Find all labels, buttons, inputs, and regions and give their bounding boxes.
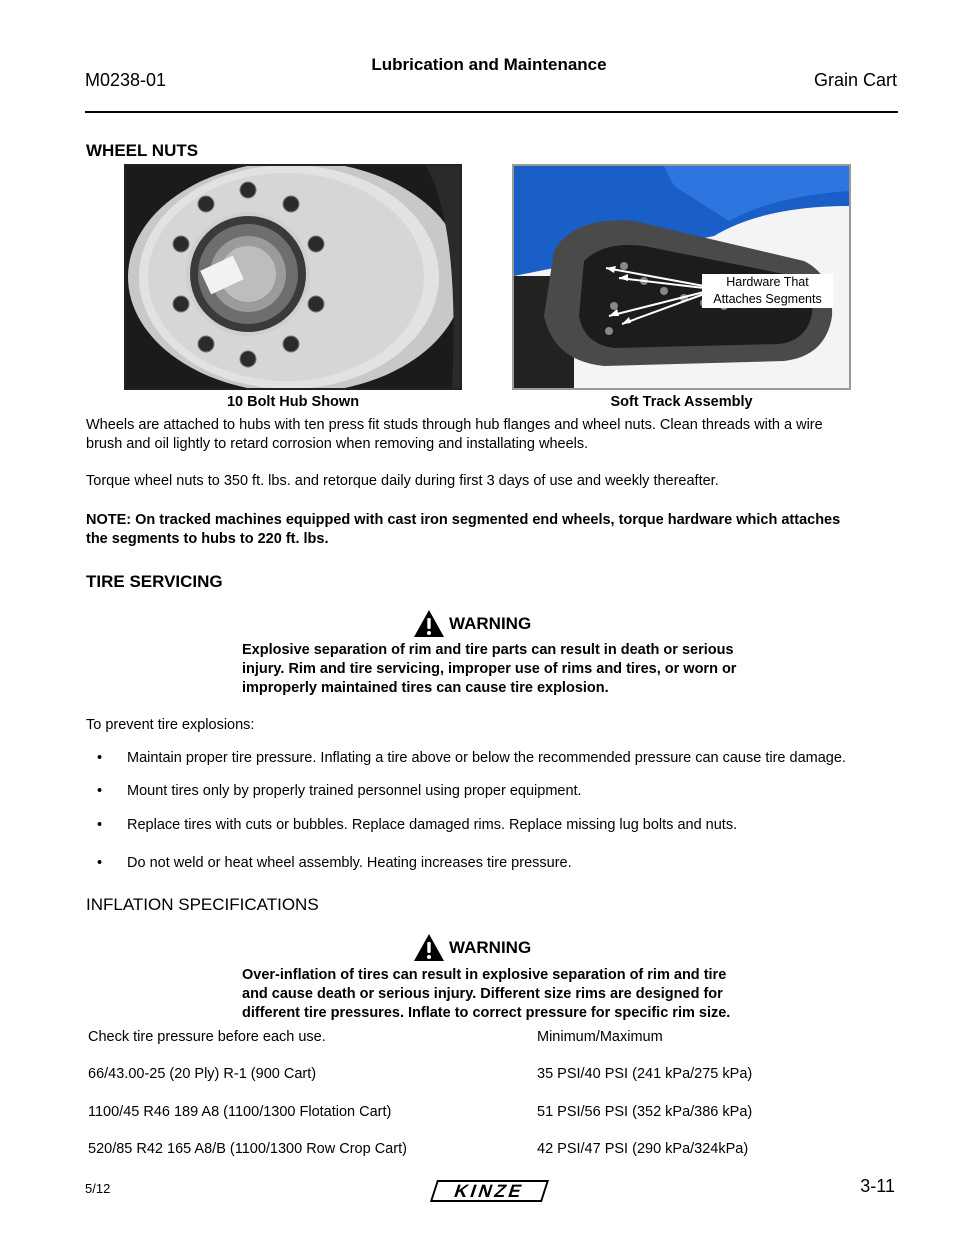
warning-header-2 xyxy=(413,933,531,962)
warning-1-line-3: improperly maintained tires can cause tire explosion. xyxy=(242,680,609,696)
warning-text-2 xyxy=(242,966,730,1023)
bullet-text: Mount tires only by properly trained personnel using proper equipment. xyxy=(127,783,582,799)
kinze-logo xyxy=(430,1177,550,1205)
note-line-2: the segments to hubs to 220 ft. lbs. xyxy=(86,531,329,547)
table-cell-pressure: 42 PSI/47 PSI (290 kPa/324kPa) xyxy=(537,1141,749,1157)
warning-2-line-3: different tire pressures. Inflate to correct pressure for specific rim size. xyxy=(242,1005,731,1021)
bullet-text: Maintain proper tire pressure. Inflating a tire above or below the recommended pressure can cause tire damage. xyxy=(127,750,846,766)
doc-number: M0238-01 xyxy=(85,70,167,90)
table-cell-pressure: 35 PSI/40 PSI (241 kPa/275 kPa) xyxy=(537,1066,753,1082)
hub-photo xyxy=(124,164,462,390)
warning-1-line-2: injury. Rim and tire servicing, improper use of rims and tires, or worn or xyxy=(242,661,737,677)
table-cell-tire: 1100/45 R46 189 A8 (1100/1300 Flotation Cart) xyxy=(88,1104,392,1120)
section-title: Lubrication and Maintenance xyxy=(371,55,607,74)
callout-line-1: Hardware That xyxy=(726,275,809,289)
table-cell-pressure: 51 PSI/56 PSI (352 kPa/386 kPa) xyxy=(537,1104,753,1120)
tire-intro: To prevent tire explosions: xyxy=(86,717,255,733)
bullet-dot: • xyxy=(97,817,103,833)
wheel-nuts-heading: WHEEL NUTS xyxy=(86,141,199,160)
kinze-logo-mark xyxy=(430,1177,550,1205)
warning-header-1 xyxy=(413,609,531,638)
header-rule xyxy=(85,111,898,113)
para1-line-1: Wheels are attached to hubs with ten press fit studs through hub flanges and wheel nuts. Clean threads with a wire xyxy=(86,417,823,433)
hub-illustration xyxy=(126,166,460,388)
warning-text-1 xyxy=(242,641,736,698)
table-cell-tire: Check tire pressure before each use. xyxy=(88,1029,326,1045)
warning-label-2: WARNING xyxy=(449,937,532,957)
table-cell-tire: 66/43.00-25 (20 Ply) R-1 (900 Cart) xyxy=(88,1066,317,1082)
list-item xyxy=(0,783,954,803)
wheel-nuts-note xyxy=(86,511,840,549)
warning-label-1: WARNING xyxy=(449,613,532,633)
table-cell-tire: 520/85 R42 165 A8/B (1100/1300 Row Crop Cart) xyxy=(88,1141,407,1157)
bullet-text: Replace tires with cuts or bubbles. Replace damaged rims. Replace missing lug bolts and nuts. xyxy=(127,817,738,833)
note-line-1: NOTE: On tracked machines equipped with cast iron segmented end wheels, torque hardware which attaches xyxy=(86,512,841,528)
tire-servicing-heading: TIRE SERVICING xyxy=(86,572,223,591)
track-photo xyxy=(512,164,851,390)
wheel-nuts-paragraph-2: Torque wheel nuts to 350 ft. lbs. and retorque daily during first 3 days of use and weekly thereafter. xyxy=(86,473,719,489)
bullet-text: Do not weld or heat wheel assembly. Heating increases tire pressure. xyxy=(127,855,572,871)
callout-line-2: Attaches Segments xyxy=(713,292,822,306)
warning-2-line-1: Over-inflation of tires can result in explosive separation of rim and tire xyxy=(242,967,727,983)
list-item xyxy=(0,817,954,837)
table-cell-pressure: Minimum/Maximum xyxy=(537,1029,663,1045)
wheel-nuts-paragraph-1 xyxy=(86,416,823,454)
page-number: 3-11 xyxy=(860,1176,895,1196)
warning-icon xyxy=(413,933,445,962)
inflation-heading: INFLATION SPECIFICATIONS xyxy=(86,895,319,914)
warning-1-line-1: Explosive separation of rim and tire parts can result in death or serious xyxy=(242,642,734,658)
list-item xyxy=(0,750,954,770)
bullet-dot: • xyxy=(97,750,103,766)
logo-text: KINZE xyxy=(451,1180,528,1201)
track-caption: Soft Track Assembly xyxy=(610,394,753,410)
product-name: Grain Cart xyxy=(813,70,897,90)
footer-date: 5/12 xyxy=(85,1181,111,1196)
warning-icon xyxy=(413,609,445,638)
bullet-dot: • xyxy=(97,783,103,799)
hub-caption: 10 Bolt Hub Shown xyxy=(226,394,360,410)
warning-2-line-2: and cause death or serious injury. Different size rims are designed for xyxy=(242,986,723,1002)
bullet-dot: • xyxy=(97,855,103,871)
callout-label xyxy=(702,274,833,308)
list-item xyxy=(0,855,954,875)
para1-line-2: brush and oil lightly to retard corrosion when removing and installating wheels. xyxy=(86,436,589,452)
